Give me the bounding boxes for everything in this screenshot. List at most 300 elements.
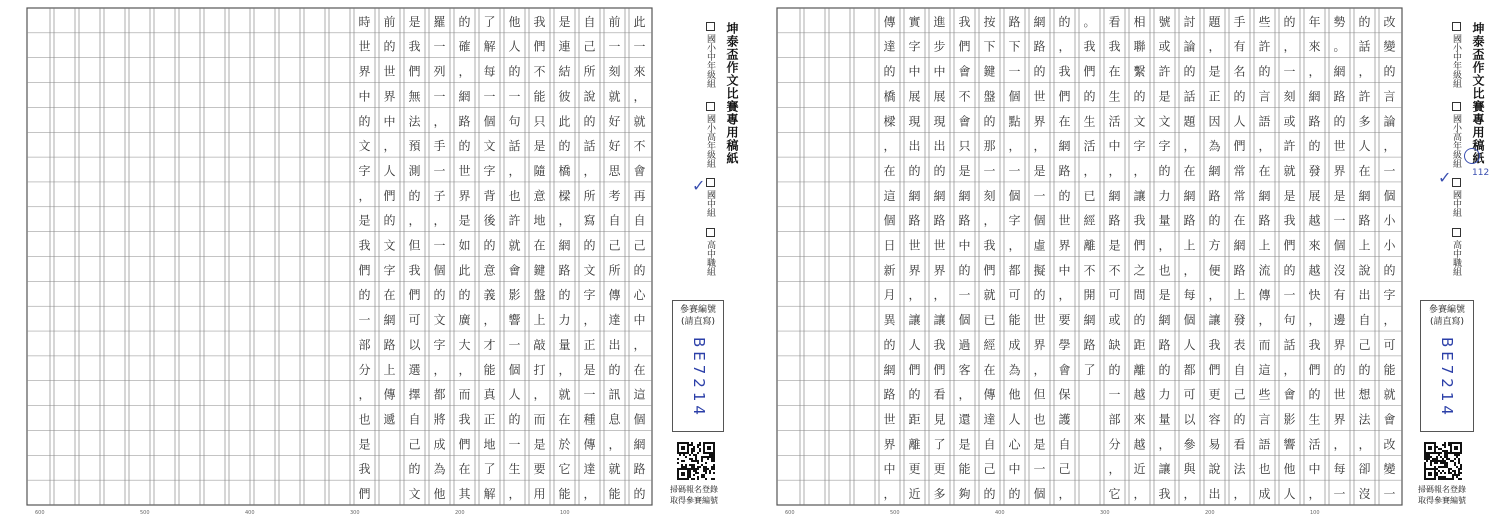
handwritten-char: 一 xyxy=(1383,487,1396,502)
handwritten-char: 現 xyxy=(933,114,946,129)
handwritten-char: ， xyxy=(1008,139,1021,154)
handwritten-char: 刻 xyxy=(608,64,621,79)
handwritten-char: ， xyxy=(558,213,571,228)
handwritten-char: 的 xyxy=(608,362,621,377)
handwritten-char: 彼 xyxy=(558,89,571,104)
handwritten-char: 的 xyxy=(1358,362,1371,377)
handwritten-char: 看 xyxy=(933,387,946,402)
handwritten-char: 在 xyxy=(1058,114,1071,129)
handwritten-char: 都 xyxy=(1183,362,1196,377)
handwritten-char: 能 xyxy=(483,362,496,377)
right-option-junior-high[interactable]: 國中組 xyxy=(1450,178,1463,217)
handwritten-char: 那 xyxy=(983,139,996,154)
handwritten-char: 們 xyxy=(1058,89,1071,104)
handwritten-char: 的 xyxy=(1083,89,1096,104)
handwritten-char: 他 xyxy=(508,14,521,29)
handwritten-char: ， xyxy=(458,362,471,377)
handwritten-char: 文 xyxy=(1158,114,1171,129)
handwritten-char: 手 xyxy=(433,139,446,154)
handwritten-char: 就 xyxy=(633,114,646,129)
handwritten-char: 出 xyxy=(1358,288,1371,303)
handwritten-char: 正 xyxy=(583,337,596,352)
handwritten-char: 達 xyxy=(883,39,896,54)
handwritten-char: 為 xyxy=(1008,362,1021,377)
handwritten-char: 的 xyxy=(508,412,521,427)
handwritten-char: 正 xyxy=(1208,89,1221,104)
handwritten-char: ， xyxy=(1108,462,1121,477)
handwritten-char: 之 xyxy=(1133,263,1146,278)
handwritten-char: 子 xyxy=(433,188,446,203)
handwritten-char: 一 xyxy=(358,313,371,328)
handwritten-char: 的 xyxy=(358,114,371,129)
handwritten-char: 更 xyxy=(1208,387,1221,402)
handwritten-char: 自 xyxy=(1358,313,1371,328)
handwritten-char: 影 xyxy=(1283,412,1296,427)
handwritten-char: 變 xyxy=(1383,462,1396,477)
handwritten-char: 夠 xyxy=(958,487,971,502)
handwritten-char: 部 xyxy=(358,337,371,352)
handwritten-char: 盤 xyxy=(533,288,546,303)
handwritten-char: 們 xyxy=(1308,362,1321,377)
handwritten-char: 的 xyxy=(1383,64,1396,79)
handwritten-char: 所 xyxy=(608,263,621,278)
ruler-number: 300 xyxy=(350,510,360,516)
handwritten-char: 會 xyxy=(1383,412,1396,427)
handwritten-char: 句 xyxy=(508,114,521,129)
handwritten-char: 心 xyxy=(633,288,646,303)
handwritten-char: 我 xyxy=(1133,213,1146,228)
handwritten-char: 都 xyxy=(433,387,446,402)
left-option-elementary-high[interactable]: 國小高年級組 xyxy=(704,102,717,168)
handwritten-char: 這 xyxy=(1258,362,1271,377)
handwritten-char: ， xyxy=(458,64,471,79)
handwritten-char: 的 xyxy=(583,238,596,253)
handwritten-char: ， xyxy=(1258,313,1271,328)
handwritten-char: 成 xyxy=(433,437,446,452)
handwritten-char: 的 xyxy=(383,39,396,54)
handwritten-char: 是 xyxy=(458,213,471,228)
left-option-elementary-mid[interactable]: 國小中年級組 xyxy=(704,22,717,88)
handwritten-char: 界 xyxy=(1033,337,1046,352)
handwritten-char: 樑 xyxy=(883,114,896,129)
handwritten-char: 而 xyxy=(458,387,471,402)
handwritten-char: 的 xyxy=(958,263,971,278)
handwritten-char: 鍵 xyxy=(533,263,546,278)
handwritten-char: 為 xyxy=(1208,139,1221,154)
handwritten-char: 可 xyxy=(1183,387,1196,402)
handwritten-char: ， xyxy=(1058,39,1071,54)
handwritten-char: ， xyxy=(483,313,496,328)
handwritten-char: 下 xyxy=(983,39,996,54)
handwritten-char: 聯 xyxy=(1133,39,1146,54)
handwritten-char: 字 xyxy=(358,163,371,178)
handwritten-char: 只 xyxy=(533,114,546,129)
handwritten-char: 是 xyxy=(1108,238,1121,253)
handwritten-char: 在 xyxy=(1233,213,1246,228)
handwritten-char: 的 xyxy=(458,14,471,29)
handwritten-char: ， xyxy=(433,114,446,129)
handwritten-char: 一 xyxy=(433,163,446,178)
handwritten-char: 自 xyxy=(408,412,421,427)
handwritten-char: 一 xyxy=(583,387,596,402)
handwritten-char: 因 xyxy=(1208,114,1221,129)
handwritten-char: 大 xyxy=(458,337,471,352)
handwritten-char: 地 xyxy=(533,213,546,228)
handwritten-char: 經 xyxy=(1083,213,1096,228)
handwritten-char: 的 xyxy=(558,139,571,154)
ruler-number: 400 xyxy=(245,510,255,516)
handwritten-char: 一 xyxy=(1033,462,1046,477)
left-qr-caption-1: 掃碼報名登錄 xyxy=(670,485,718,494)
handwritten-char: 人 xyxy=(1283,487,1296,502)
code-sublabel: (請直寫) xyxy=(1429,317,1465,327)
handwritten-char: 界 xyxy=(383,89,396,104)
handwritten-char: 發 xyxy=(1233,313,1246,328)
handwritten-char: 我 xyxy=(533,14,546,29)
handwritten-char: 是 xyxy=(408,14,421,29)
handwritten-char: 言 xyxy=(1383,89,1396,104)
handwritten-char: 網 xyxy=(458,89,471,104)
handwritten-char: 個 xyxy=(433,263,446,278)
handwritten-char: 一 xyxy=(1283,64,1296,79)
handwritten-char: 網 xyxy=(1058,139,1071,154)
handwritten-char: 法 xyxy=(408,114,421,129)
right-side-panel xyxy=(1410,0,1500,530)
handwritten-char: 下 xyxy=(1008,39,1021,54)
handwritten-char: 們 xyxy=(358,487,371,502)
handwritten-char: 一 xyxy=(508,437,521,452)
handwritten-char: ， xyxy=(1058,487,1071,502)
handwritten-char: ， xyxy=(633,337,646,352)
handwritten-char: 背 xyxy=(483,188,496,203)
handwritten-char: 好 xyxy=(608,114,621,129)
ruler-number: 600 xyxy=(785,510,795,516)
handwritten-char: 快 xyxy=(1308,288,1321,303)
handwritten-char: 常 xyxy=(1233,163,1246,178)
handwritten-char: 出 xyxy=(908,139,921,154)
handwritten-char: 橋 xyxy=(558,163,571,178)
handwritten-char: 文 xyxy=(433,313,446,328)
handwritten-char: ， xyxy=(508,163,521,178)
left-entry-code-box xyxy=(672,300,724,432)
left-form-title: 坤泰盃作文比賽專用稿紙 xyxy=(725,22,739,165)
handwritten-char: 的 xyxy=(1308,139,1321,154)
right-form-title: 坤泰盃作文比賽專用稿紙 xyxy=(1471,22,1485,165)
handwritten-char: 後 xyxy=(483,213,496,228)
handwritten-char: 界 xyxy=(1033,114,1046,129)
handwritten-char: 發 xyxy=(1308,163,1321,178)
handwritten-char: 我 xyxy=(358,238,371,253)
handwritten-char: 在 xyxy=(558,412,571,427)
handwritten-char: 世 xyxy=(358,39,371,54)
handwritten-char: 討 xyxy=(1183,14,1196,29)
handwritten-char: ， xyxy=(1208,288,1221,303)
handwritten-char: 客 xyxy=(958,362,971,377)
handwritten-char: 們 xyxy=(1133,238,1146,253)
handwritten-char: 按 xyxy=(983,14,996,29)
handwritten-char: 我 xyxy=(458,412,471,427)
code-label: 參賽編號 xyxy=(679,305,716,315)
handwritten-char: 的 xyxy=(583,114,596,129)
handwritten-char: 網 xyxy=(1358,188,1371,203)
handwritten-char: 們 xyxy=(1283,238,1296,253)
handwritten-char: 是 xyxy=(583,362,596,377)
handwritten-char: 刻 xyxy=(983,188,996,203)
handwritten-char: 一 xyxy=(958,288,971,303)
handwritten-char: 的 xyxy=(1183,64,1196,79)
handwritten-char: 相 xyxy=(1133,14,1146,29)
handwritten-char: 一 xyxy=(633,39,646,54)
handwritten-char: 我 xyxy=(358,462,371,477)
handwritten-char: 己 xyxy=(1058,462,1071,477)
handwritten-char: 不 xyxy=(958,89,971,104)
handwritten-char: 己 xyxy=(583,39,596,54)
handwritten-char: 義 xyxy=(483,288,496,303)
handwritten-char: 但 xyxy=(1033,387,1046,402)
handwritten-char: 界 xyxy=(1333,163,1346,178)
handwritten-char: 的 xyxy=(908,387,921,402)
handwritten-char: 其 xyxy=(458,487,471,502)
handwritten-char: 看 xyxy=(1233,437,1246,452)
handwritten-char: 路 xyxy=(1058,163,1071,178)
handwritten-char: 影 xyxy=(508,288,521,303)
handwritten-char: 他 xyxy=(433,487,446,502)
handwritten-char: 我 xyxy=(408,39,421,54)
handwritten-char: 傳 xyxy=(1258,288,1271,303)
left-option-junior-high[interactable]: 國中組 xyxy=(704,178,717,217)
handwritten-char: 人 xyxy=(508,39,521,54)
handwritten-char: 生 xyxy=(1308,412,1321,427)
handwritten-char: 活 xyxy=(1083,139,1096,154)
handwritten-char: ， xyxy=(1308,313,1321,328)
handwritten-char: ， xyxy=(608,437,621,452)
handwritten-char: 己 xyxy=(1358,337,1371,352)
handwritten-char: 一 xyxy=(1008,64,1021,79)
handwritten-char: 們 xyxy=(408,64,421,79)
handwritten-char: 的 xyxy=(633,487,646,502)
right-manuscript-page xyxy=(750,0,1500,530)
handwritten-char: 成 xyxy=(1258,487,1271,502)
handwritten-char: 的 xyxy=(1133,313,1146,328)
handwritten-char: 可 xyxy=(1108,288,1121,303)
handwritten-char: 流 xyxy=(1258,263,1271,278)
handwritten-char: 中 xyxy=(358,89,371,104)
handwritten-char: 讓 xyxy=(1208,313,1221,328)
handwritten-char: 月 xyxy=(883,288,896,303)
handwritten-char: 的 xyxy=(1058,14,1071,29)
handwritten-char: 中 xyxy=(1058,263,1071,278)
handwritten-char: 話 xyxy=(1183,89,1196,104)
handwritten-char: 在 xyxy=(383,288,396,303)
handwritten-char: 的 xyxy=(458,139,471,154)
handwritten-char: 點 xyxy=(1008,114,1021,129)
left-option-senior-high[interactable]: 高中職組 xyxy=(704,228,717,276)
handwritten-char: 個 xyxy=(883,213,896,228)
handwritten-char: 前 xyxy=(608,14,621,29)
handwritten-char: ， xyxy=(883,487,896,502)
handwritten-char: 的 xyxy=(883,64,896,79)
handwritten-char: 說 xyxy=(1358,263,1371,278)
handwritten-char: ， xyxy=(1133,487,1146,502)
handwritten-char: 是 xyxy=(533,437,546,452)
handwritten-char: 會 xyxy=(958,114,971,129)
handwritten-char: 己 xyxy=(1233,387,1246,402)
handwritten-char: 我 xyxy=(1283,213,1296,228)
handwritten-char: 看 xyxy=(1108,14,1121,29)
handwritten-char: 再 xyxy=(633,188,646,203)
handwritten-char: 會 xyxy=(1283,387,1296,402)
handwritten-char: 已 xyxy=(1083,188,1096,203)
handwritten-char: 的 xyxy=(883,337,896,352)
handwritten-char: 它 xyxy=(558,462,571,477)
handwritten-char: 界 xyxy=(458,188,471,203)
handwritten-char: 的 xyxy=(1133,89,1146,104)
handwritten-char: 路 xyxy=(908,213,921,228)
handwritten-char: 正 xyxy=(483,412,496,427)
handwritten-char: 它 xyxy=(1108,487,1121,502)
handwritten-char: 而 xyxy=(1258,337,1271,352)
handwritten-char: 所 xyxy=(583,188,596,203)
ruler-number: 400 xyxy=(995,510,1005,516)
handwritten-char: 不 xyxy=(1108,263,1121,278)
handwritten-char: ， xyxy=(1058,288,1071,303)
left-qr-code-icon[interactable] xyxy=(677,442,715,480)
handwritten-char: 們 xyxy=(933,362,946,377)
handwritten-char: 題 xyxy=(1208,14,1221,29)
handwritten-char: 活 xyxy=(1108,114,1121,129)
handwritten-char: 保 xyxy=(1058,387,1071,402)
handwritten-char: 於 xyxy=(558,437,571,452)
right-entry-code-box xyxy=(1420,300,1474,432)
handwritten-char: 改 xyxy=(1383,437,1396,452)
handwritten-char: 中 xyxy=(383,114,396,129)
handwritten-char: 鍵 xyxy=(983,64,996,79)
handwritten-char: 一 xyxy=(1333,213,1346,228)
handwritten-char: 路 xyxy=(1233,263,1246,278)
handwritten-char: 參 xyxy=(1183,437,1196,452)
handwritten-char: 語 xyxy=(1258,114,1271,129)
handwritten-char: 的 xyxy=(408,188,421,203)
handwritten-char: 們 xyxy=(408,288,421,303)
handwritten-char: 但 xyxy=(408,238,421,253)
handwritten-char: 言 xyxy=(1258,89,1271,104)
right-option-elementary-mid[interactable]: 國小中年級組 xyxy=(1450,22,1463,88)
handwritten-char: 的 xyxy=(383,213,396,228)
handwritten-char: 就 xyxy=(558,387,571,402)
handwritten-char: 名 xyxy=(1233,64,1246,79)
handwritten-char: 便 xyxy=(1208,263,1221,278)
handwritten-char: 個 xyxy=(1383,188,1396,203)
handwritten-char: 近 xyxy=(908,487,921,502)
handwritten-char: 這 xyxy=(633,387,646,402)
right-option-elementary-high[interactable]: 國小高年級組 xyxy=(1450,102,1463,168)
handwritten-char: 容 xyxy=(1208,412,1221,427)
handwritten-char: 人 xyxy=(1008,412,1021,427)
handwritten-char: 的 xyxy=(433,288,446,303)
handwritten-char: 文 xyxy=(483,139,496,154)
handwritten-char: 將 xyxy=(433,412,446,427)
handwritten-char: 上 xyxy=(533,313,546,328)
handwritten-char: 個 xyxy=(1333,238,1346,253)
handwritten-char: 已 xyxy=(983,313,996,328)
score-mark: 112 xyxy=(1464,148,1480,167)
right-qr-code-icon[interactable] xyxy=(1424,442,1462,480)
handwritten-char: 網 xyxy=(1233,238,1246,253)
handwritten-char: ， xyxy=(358,188,371,203)
handwritten-char: 解 xyxy=(483,39,496,54)
ruler-number: 100 xyxy=(560,510,570,516)
handwritten-char: 是 xyxy=(358,437,371,452)
right-option-senior-high[interactable]: 高中職組 xyxy=(1450,228,1463,276)
handwritten-char: ， xyxy=(508,487,521,502)
handwritten-char: 過 xyxy=(958,337,971,352)
handwritten-char: 的 xyxy=(1008,487,1021,502)
handwritten-char: 只 xyxy=(958,139,971,154)
handwritten-char: 傳 xyxy=(383,387,396,402)
handwritten-char: 量 xyxy=(1158,412,1171,427)
handwritten-char: 護 xyxy=(1058,412,1071,427)
handwritten-char: 或 xyxy=(1283,114,1296,129)
handwritten-char: 想 xyxy=(1358,387,1371,402)
handwritten-char: 列 xyxy=(433,64,446,79)
handwritten-char: 許 xyxy=(1258,39,1271,54)
handwritten-char: 自 xyxy=(983,437,996,452)
handwritten-char: ， xyxy=(558,362,571,377)
handwritten-char: 中 xyxy=(933,64,946,79)
handwritten-char: 傳 xyxy=(883,14,896,29)
handwritten-char: 能 xyxy=(533,89,546,104)
handwritten-char: 用 xyxy=(533,487,546,502)
handwritten-char: 網 xyxy=(1183,188,1196,203)
handwritten-char: 前 xyxy=(383,14,396,29)
handwritten-char: 學 xyxy=(1058,337,1071,352)
handwritten-char: 步 xyxy=(933,39,946,54)
handwritten-char: 人 xyxy=(508,387,521,402)
handwritten-char: 力 xyxy=(1158,387,1171,402)
handwritten-char: 日 xyxy=(883,238,896,253)
handwritten-char: ， xyxy=(1383,139,1396,154)
handwritten-char: 界 xyxy=(933,263,946,278)
checkbox-icon xyxy=(1452,102,1461,111)
handwritten-char: 法 xyxy=(1233,462,1246,477)
handwritten-char: 界 xyxy=(883,437,896,452)
handwritten-char: 世 xyxy=(908,238,921,253)
handwritten-char: 才 xyxy=(483,337,496,352)
handwritten-char: 自 xyxy=(1058,437,1071,452)
handwritten-char: 多 xyxy=(933,487,946,502)
handwritten-char: 文 xyxy=(1133,114,1146,129)
handwritten-char: ， xyxy=(1008,238,1021,253)
handwritten-char: 路 xyxy=(933,213,946,228)
handwritten-char: 的 xyxy=(933,163,946,178)
handwritten-char: 來 xyxy=(633,64,646,79)
handwritten-char: 網 xyxy=(633,437,646,452)
handwritten-char: 見 xyxy=(933,412,946,427)
handwritten-char: ， xyxy=(1308,64,1321,79)
handwritten-char: 就 xyxy=(608,89,621,104)
handwritten-char: ， xyxy=(1233,487,1246,502)
handwritten-char: 網 xyxy=(1258,188,1271,203)
handwritten-char: 路 xyxy=(1308,114,1321,129)
handwritten-char: 的 xyxy=(483,238,496,253)
handwritten-char: 一 xyxy=(608,39,621,54)
handwritten-char: 或 xyxy=(1158,39,1171,54)
handwritten-char: 的 xyxy=(1383,263,1396,278)
handwritten-char: 讓 xyxy=(1133,188,1146,203)
handwritten-char: 話 xyxy=(583,139,596,154)
handwritten-char: 隨 xyxy=(533,163,546,178)
handwritten-char: 達 xyxy=(583,462,596,477)
